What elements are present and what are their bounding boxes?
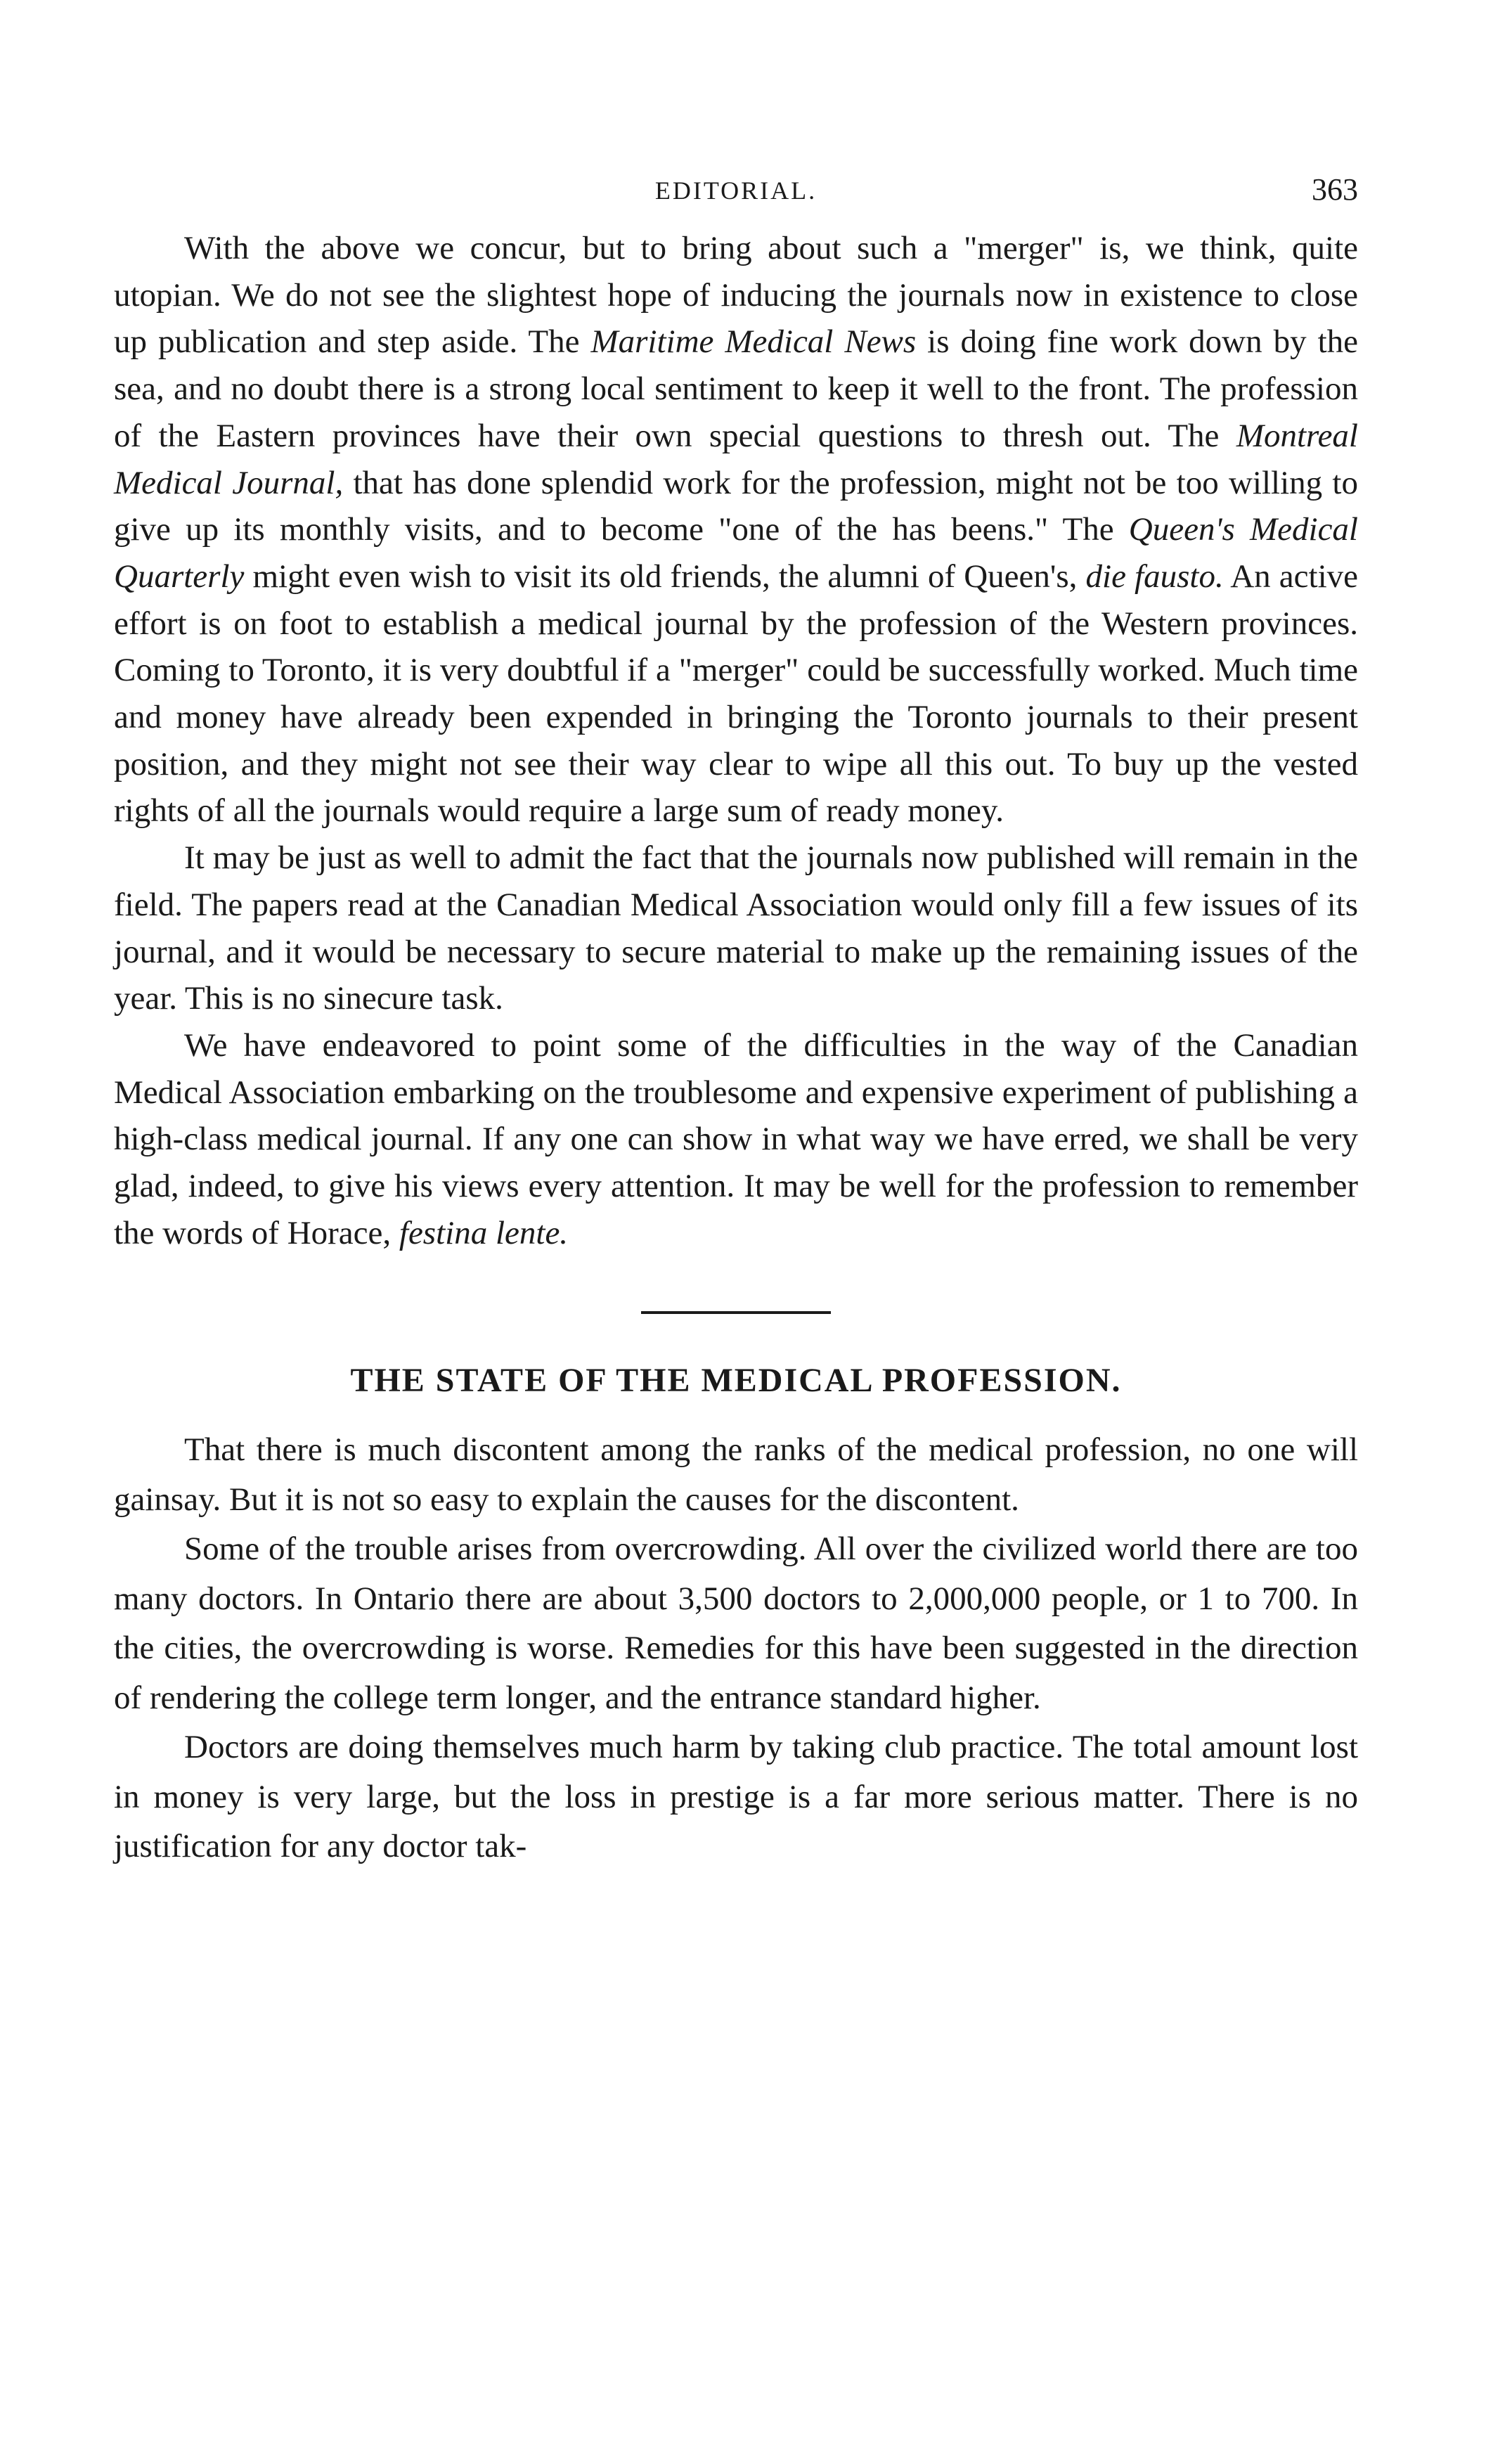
page-number: 363 <box>1312 172 1358 207</box>
paragraph-discontent: That there is much discontent among the ranks of the medical profession, no one will gainsay. But it is not so easy to explain the causes for the discontent. <box>114 1431 1358 1518</box>
section-heading: THE STATE OF THE MEDICAL PROFESSION. <box>350 1362 1122 1400</box>
paragraph-overcrowding: Some of the trouble arises from overcrowding. All over the civilized world there are too many doctors. In Ontario there are about 3,500 doctors to 2,000,000 people, or 1 to 700. In the cities, the overcrowding is worse. Remedies for this have been suggested in the direction of rendering the college term longer, and the entrance standard higher. <box>114 1531 1358 1716</box>
journal-title: Queen's Medical Quarterly <box>114 511 1358 595</box>
section-divider <box>641 1311 831 1314</box>
text-run: that has done splendid work for the profession, might not be too willing to give up its monthly visits, and to become "one of the has beens." The <box>114 464 1358 548</box>
journal-title: Maritime Medical News <box>590 323 917 361</box>
journal-title: Montreal Medical Journal, <box>114 417 1358 501</box>
latin-phrase: die fausto. <box>1085 558 1224 595</box>
running-head <box>114 172 1358 225</box>
paragraph-merger <box>114 225 1358 835</box>
editorial-continuation <box>114 225 1358 1256</box>
text-run: might even wish to visit its old friends, the alumni of Queen's, <box>244 558 1086 595</box>
text-run: is doing fine work down by the sea, and no doubt there is a strong local sentiment to keep it well to the front. The profession of the Eastern provinces have their own special questions to thresh out. The <box>114 323 1359 454</box>
latin-phrase: festina lente. <box>399 1214 569 1251</box>
state-of-profession-section <box>114 1358 1358 1871</box>
page <box>114 172 1359 1871</box>
paragraph-club-practice: Doctors are doing themselves much harm by taking club practice. The total amount lost in money is very large, but the loss in prestige is a far more serious matter. There is no justification for any doctor tak- <box>114 1729 1358 1865</box>
text-run: With the above we concur, but to bring about such a "merger" is, we think, quite utopian. We do not see the slightest hope of inducing the journals now in existence to close up publication and step aside. The <box>114 230 1358 361</box>
paragraph-journals-remain: It may be just as well to admit the fact that the journals now published will remain in the field. The papers read at the Canadian Medical Association would only fill a few issues of its journal, and it would be necessary to secure material to make up the remaining issues of the year. This is no sinecure task. <box>114 839 1358 1017</box>
running-title: EDITORIAL. <box>654 176 818 205</box>
paragraph-difficulties <box>114 1022 1358 1257</box>
text-run: We have endeavored to point some of the difficulties in the way of the Canadian Medical Association embarking on the troublesome and expensive experiment of publishing a high-class medical journal. If any one can show in what way we have erred, we shall be very glad, indeed, to give his views every attention. It may be well for the profession to remember the words of Horace, <box>114 1026 1358 1251</box>
text-run: An active effort is on foot to establish a medical journal by the profession of the Western provinces. Coming to Toronto, it is very doubtful if a "merger" could be successfully worked. Much time and money have already been expended in bringing the Toronto journals to their present position, and they might not see their way clear to wipe all this out. To buy up the vested rights of all the journals would require a large sum of ready money. <box>114 558 1358 830</box>
